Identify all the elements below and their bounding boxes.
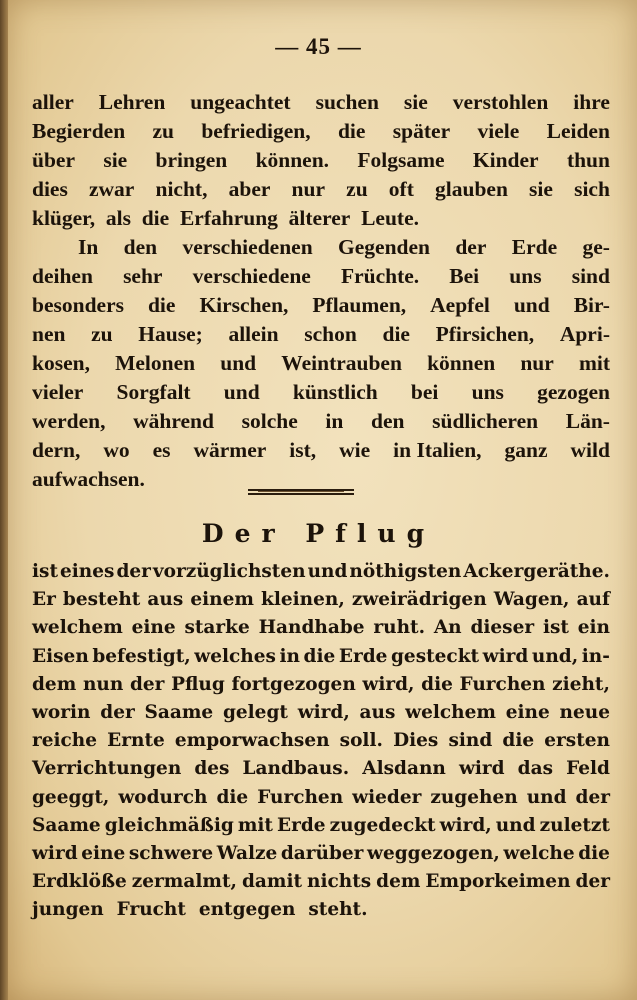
text-line: worin der Saame gelegt wird, aus welchem eine neue [32,701,610,723]
text-line: Er besteht aus einem kleinen, zweirädrigen Wagen, auf [32,589,610,611]
paragraph-1 [32,88,610,233]
text-line: dies zwar nicht, aber nur zu oft glauben sie sich [32,177,610,201]
text-line: nen zu Hause; allein schon die Pfirsichen, Apri- [32,322,610,346]
paragraph-3 [32,558,610,924]
text-line: welchem eine starke Handhabe ruht. An dieser ist ein [32,617,610,639]
text-line: dern, wo es wärmer ist, wie in Italien, ganz wild [32,438,610,462]
text-line: deihen sehr verschiedene Früchte. Bei uns sind [32,264,610,288]
text-line: Begierden zu befriedigen, die später viele Leiden [32,119,610,143]
text-line: werden, während solche in den südlicheren Län- [32,409,610,433]
text-line: Saame gleichmäßig mit Erde zugedeckt wird, und zuletzt [32,814,610,836]
text-line: besonders die Kirschen, Pflaumen, Aepfel und Bir- [32,293,610,317]
page-number: — 45 — [275,34,362,59]
text-line: Eisen befestigt, welches in die Erde gesteckt wird und, in- [32,645,610,667]
fraktur-text-block [32,558,610,924]
text-line: jungen Frucht entgegen steht. [32,899,368,921]
text-line: über sie bringen können. Folgsame Kinder thun [32,148,610,172]
text-line: aller Lehren ungeachtet suchen sie verstohlen ihre [32,90,610,114]
text-line: aufwachsen. [32,467,145,491]
text-line: geeggt, wodurch die Furchen wieder zugehen und der [32,786,610,808]
text-line: Erdklöße zermalmt, damit nichts dem Emporkeimen der [32,871,610,893]
text-line: vieler Sorgfalt und künstlich bei uns gezogen [32,380,610,404]
section-heading: Der Pflug [201,519,436,548]
text-line: In den verschiedenen Gegenden der Erde ge- [78,235,610,259]
text-line: reiche Ernte emporwachsen soll. Dies sind die ersten [32,730,610,752]
text-line: wird eine schwere Walze darüber weggezogen, welche die [32,842,610,864]
roman-text-block [32,88,610,494]
text-line: klüger, als die Erfahrung älterer Leute. [32,206,420,230]
text-line: ist eines der vorzüglichsten und nöthigsten Ackergeräthe. [32,561,610,582]
text-line: dem nun der Pflug fortgezogen wird, die Furchen zieht, [32,673,610,695]
text-line: kosen, Melonen und Weintrauben können nur mit [32,351,610,375]
text-line: Verrichtungen des Landbaus. Alsdann wird das Feld [32,758,610,780]
paragraph-2 [32,233,610,494]
section-divider-rule [248,489,354,495]
book-spine-edge [0,0,8,1000]
